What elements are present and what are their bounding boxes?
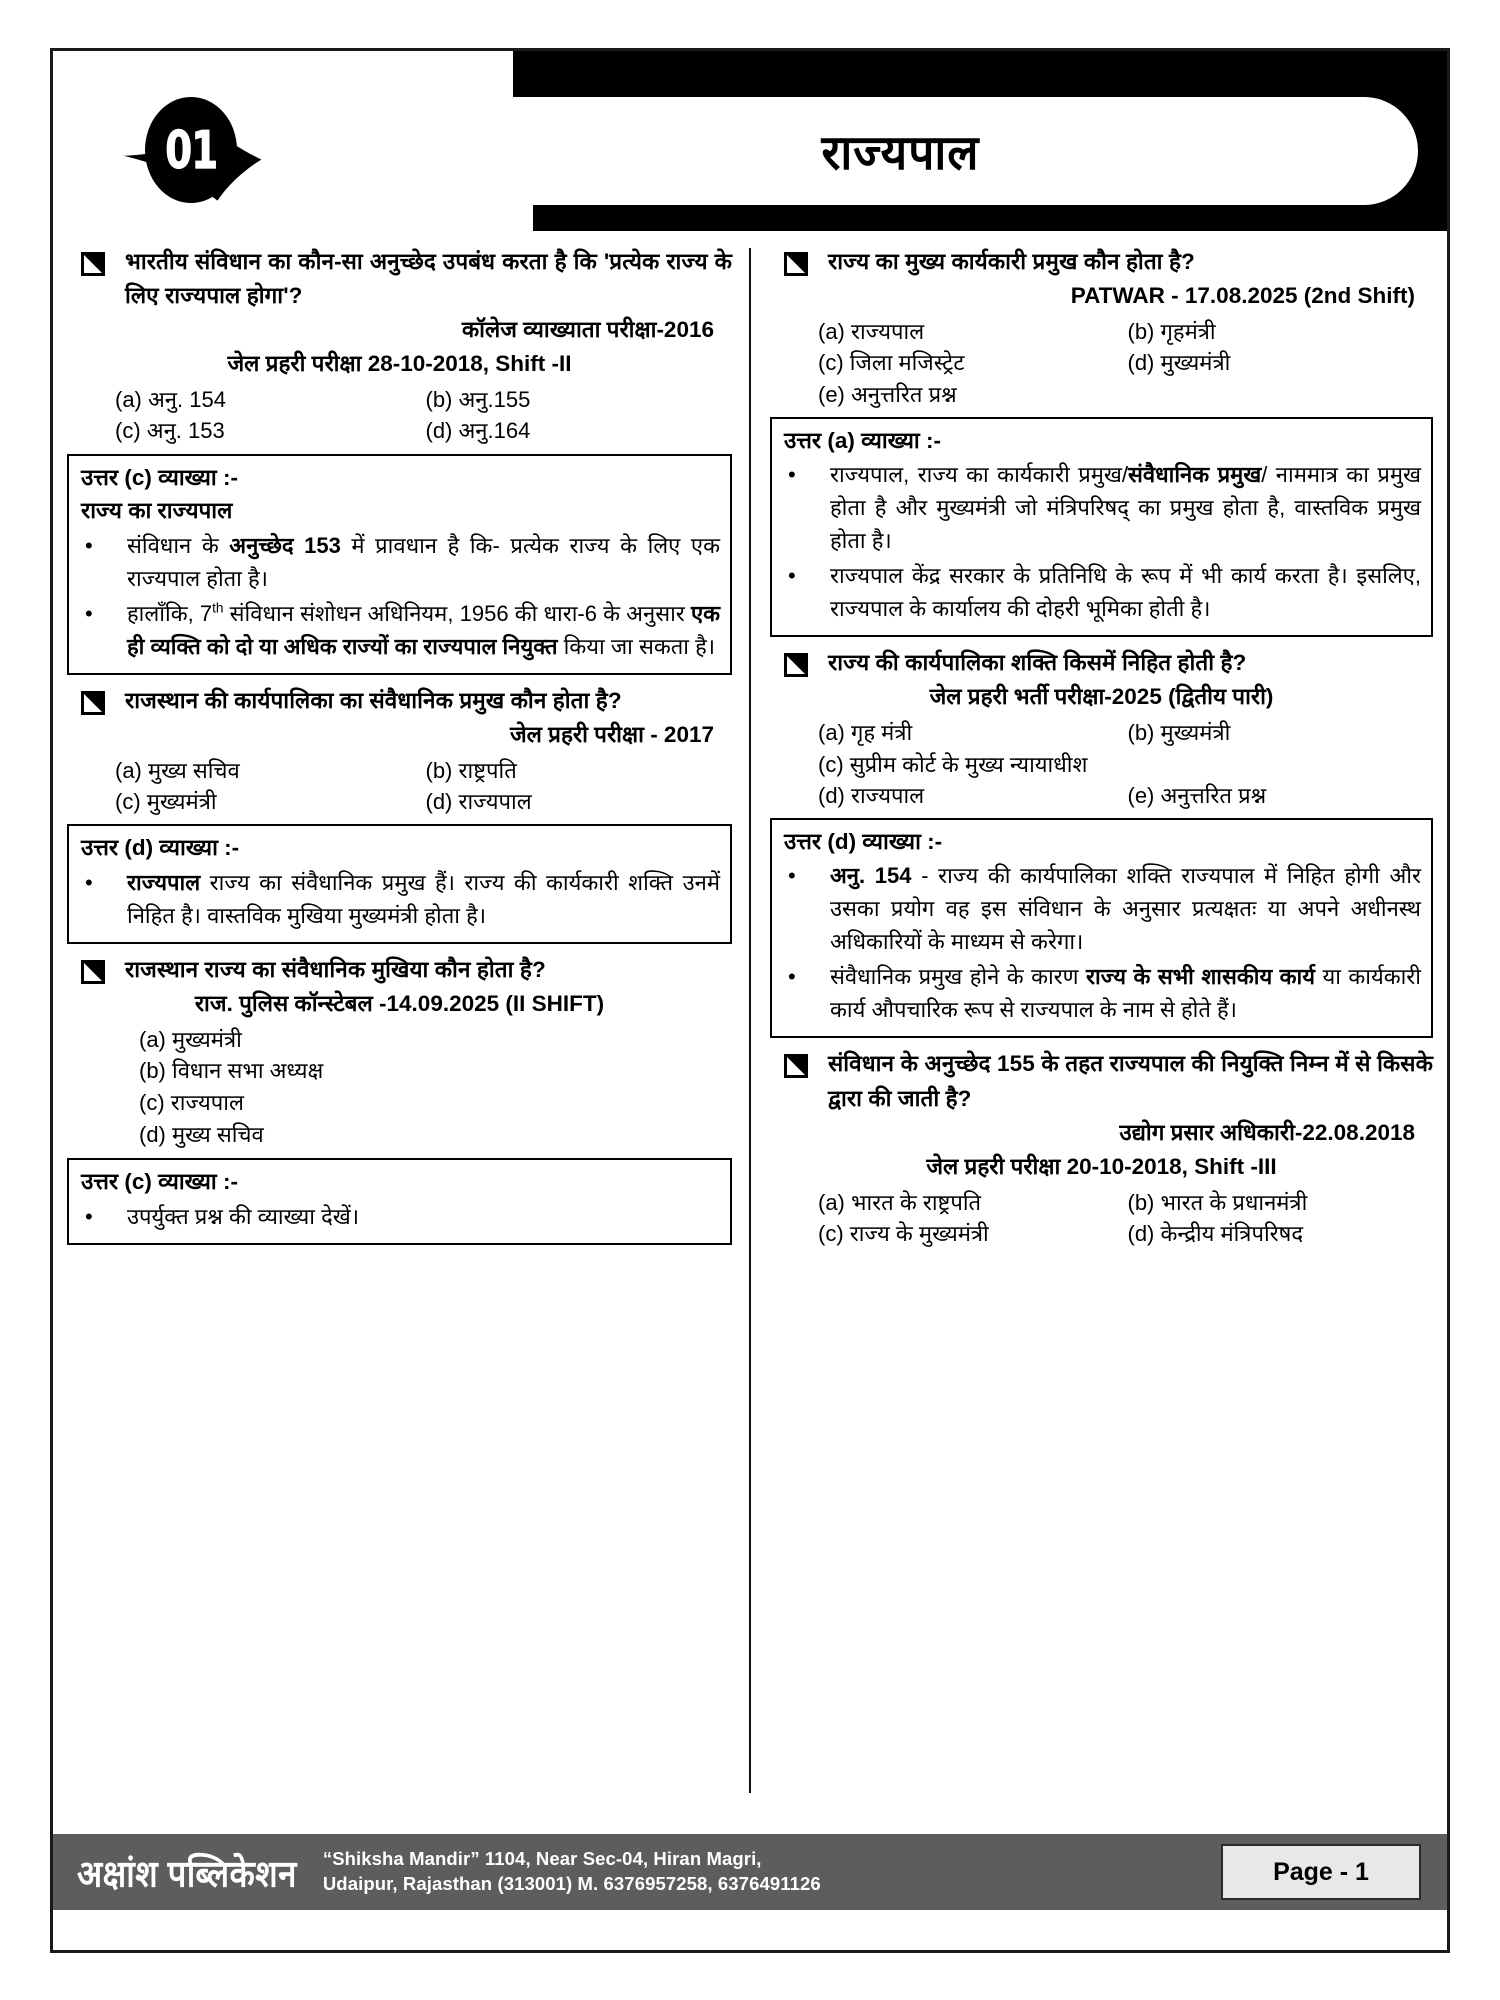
bullet-dot-icon: • (85, 532, 93, 558)
answer-heading: उत्तर (a) व्याख्या :- (784, 427, 941, 453)
bullet-dot-icon: • (788, 462, 796, 488)
question-marker-icon (67, 245, 125, 276)
option-item[interactable]: (d) मुख्य सचिव (139, 1122, 264, 1148)
exam-source-line: जेल प्रहरी भर्ती परीक्षा-2025 (द्वितीय पारी) (929, 684, 1274, 710)
options-list (770, 316, 1433, 410)
question-marker-icon (770, 1047, 828, 1078)
question-text: संविधान के अनुच्छेद 155 के तहत राज्यपाल की नियुक्ति निम्न में से किसके द्वारा की जाती है? (828, 1051, 1433, 1111)
content-columns (53, 235, 1447, 1810)
option-item[interactable]: (b) अनु.155 (425, 387, 531, 413)
publisher-name: अक्षांश पब्लिकेशन (77, 1852, 297, 1894)
bullet-dot-icon: • (788, 863, 796, 889)
answer-explanation-box (67, 824, 732, 944)
option-item[interactable]: (c) मुख्यमंत्री (115, 788, 217, 814)
question-row (67, 684, 732, 718)
chapter-number-text: 01 (165, 120, 217, 180)
bullet-text: संवैधानिक प्रमुख होने के कारण राज्य के सभी शासकीय कार्य या कार्यकारी कार्य औपचारिक रूप से राज्यपाल के नाम से होते हैं। (830, 964, 1421, 1023)
page-number-box (1221, 1844, 1421, 1900)
option-item[interactable]: (d) राज्यपाल (425, 788, 532, 814)
page-title: राज्यपाल (821, 124, 980, 180)
exam-source-line: उद्योग प्रसार अधिकारी-22.08.2018 (1119, 1119, 1415, 1145)
right-column (750, 235, 1447, 1810)
question-text: राज्य का मुख्य कार्यकारी प्रमुख कौन होता है? (828, 249, 1195, 274)
bullet-dot-icon: • (788, 563, 796, 589)
bullet-text: हालाँकि, 7th संविधान संशोधन अधिनियम, 1956 की धारा-6 के अनुसार एक ही व्यक्ति को दो या अधिक राज्यों का राज्यपाल नियुक्त किया जा सकता है। (127, 600, 720, 659)
chapter-header-banner (53, 51, 1447, 231)
option-item[interactable]: (a) मुख्यमंत्री (139, 1026, 242, 1052)
question-block (67, 245, 732, 675)
exam-source-line: कॉलेज व्याख्याता परीक्षा-2016 (461, 317, 714, 343)
answer-explanation-box (770, 417, 1433, 638)
explanation-bullet (784, 458, 1421, 557)
answer-explanation-box (770, 818, 1433, 1039)
question-block (770, 1047, 1433, 1249)
explanation-bullet (784, 859, 1421, 958)
question-block (67, 684, 732, 944)
publisher-address (297, 1847, 1221, 1897)
answer-heading: उत्तर (c) व्याख्या :- (81, 464, 238, 490)
explanation-bullet (81, 866, 720, 932)
option-item[interactable]: (c) जिला मजिस्ट्रेट (818, 350, 965, 376)
question-text: राजस्थान की कार्यपालिका का संवैधानिक प्रमुख कौन होता है? (125, 687, 622, 713)
explanation-bullet (81, 597, 720, 663)
address-line-2: Udaipur, Rajasthan (313001) M. 6376957258, 6376491126 (322, 1873, 821, 1894)
answer-explanation-box (67, 1158, 732, 1245)
page-footer (53, 1834, 1447, 1910)
explanation-bullet (784, 960, 1421, 1026)
exam-source-line: राज. पुलिस कॉन्स्टेबल -14.09.2025 (II SHIFT) (194, 990, 605, 1016)
bullet-text: राज्यपाल राज्य का संवैधानिक प्रमुख हैं। राज्य की कार्यकारी शक्ति उनमें निहित है। वास्तविक मुखिया मुख्यमंत्री होता है। (127, 869, 720, 928)
bullet-text: राज्यपाल केंद्र सरकार के प्रतिनिधि के रूप में भी कार्य करता है। इसलिए, राज्यपाल के कार्यालय की दोहरी भूमिका होती है। (830, 563, 1421, 622)
question-block (770, 646, 1433, 1038)
option-item[interactable]: (d) मुख्यमंत्री (1127, 350, 1231, 376)
answer-subheading: राज्य का राज्यपाल (81, 498, 233, 524)
option-item[interactable]: (a) भारत के राष्ट्रपति (818, 1189, 982, 1215)
question-text: राज्य की कार्यपालिका शक्ति किसमें निहित होती है? (828, 650, 1247, 676)
option-item[interactable]: (c) सुप्रीम कोर्ट के मुख्य न्यायाधीश (818, 751, 1088, 777)
options-list (67, 755, 732, 817)
option-item[interactable]: (c) अनु. 153 (115, 418, 225, 444)
question-row (67, 245, 732, 313)
exam-source-line: जेल प्रहरी परीक्षा - 2017 (509, 721, 714, 747)
bullet-text: संविधान के अनुच्छेद 153 में प्रावधान है कि- प्रत्येक राज्य के लिए एक राज्यपाल होता है। (127, 532, 720, 591)
option-item[interactable]: (b) विधान सभा अध्यक्ष (139, 1058, 324, 1084)
exam-source-line: PATWAR - 17.08.2025 (2nd Shift) (1070, 283, 1415, 309)
option-item[interactable]: (a) अनु. 154 (115, 387, 226, 413)
bullet-dot-icon: • (85, 600, 93, 626)
question-text: राजस्थान राज्य का संवैधानिक मुखिया कौन होता है? (125, 956, 546, 982)
chapter-number-badge (145, 97, 237, 203)
option-item[interactable]: (b) राष्ट्रपति (425, 757, 517, 783)
question-marker-icon (770, 646, 828, 677)
left-column (53, 235, 750, 1810)
option-item[interactable]: (d) केन्द्रीय मंत्रिपरिषद (1127, 1220, 1304, 1246)
bullet-text: राज्यपाल, राज्य का कार्यकारी प्रमुख/संवैधानिक प्रमुख/ नाममात्र का प्रमुख होता है और मुख्यमंत्री जो मंत्रिपरिषद् का प्रमुख होता है, वास्तविक प्रमुख होता है। (830, 462, 1421, 554)
options-list (67, 1024, 732, 1152)
bullet-text: उपर्युक्त प्रश्न की व्याख्या देखें। (127, 1203, 360, 1229)
option-item[interactable]: (d) अनु.164 (425, 418, 531, 444)
option-item[interactable]: (b) भारत के प्रधानमंत्री (1127, 1189, 1308, 1215)
explanation-bullet (81, 1200, 720, 1233)
option-item[interactable]: (c) राज्य के मुख्यमंत्री (818, 1220, 989, 1246)
page-number-label: Page - 1 (1273, 1857, 1369, 1886)
option-item[interactable]: (b) मुख्यमंत्री (1127, 720, 1231, 746)
option-item[interactable]: (b) गृहमंत्री (1127, 319, 1216, 345)
question-marker-icon (67, 953, 125, 984)
question-block (67, 953, 732, 1245)
option-item[interactable]: (a) राज्यपाल (818, 319, 925, 345)
exam-source-line: जेल प्रहरी परीक्षा 28-10-2018, Shift -II (227, 351, 572, 377)
options-list (770, 1187, 1433, 1249)
question-marker-icon (770, 245, 828, 276)
bullet-dot-icon: • (85, 869, 93, 895)
question-marker-icon (67, 684, 125, 715)
exam-source-line: जेल प्रहरी परीक्षा 20-10-2018, Shift -III (926, 1153, 1277, 1179)
explanation-bullet (784, 559, 1421, 625)
answer-explanation-box (67, 454, 732, 675)
option-item[interactable]: (e) अनुत्तरित प्रश्न (1127, 782, 1267, 808)
bullet-text: अनु. 154 - राज्य की कार्यपालिका शक्ति राज्यपाल में निहित होगी और उसका प्रयोग वह इस संविधान के अनुसार प्रत्यक्षतः या अपने अधीनस्थ अधिकारियों के माध्यम से करेगा। (830, 863, 1422, 955)
options-list (770, 717, 1433, 811)
option-item[interactable]: (a) गृह मंत्री (818, 720, 913, 746)
options-list (67, 384, 732, 446)
option-item[interactable]: (a) मुख्य सचिव (115, 757, 240, 783)
question-row (67, 953, 732, 987)
question-row (770, 646, 1433, 680)
answer-heading: उत्तर (d) व्याख्या :- (784, 828, 943, 854)
option-item[interactable]: (e) अनुत्तरित प्रश्न (818, 381, 957, 407)
question-text: भारतीय संविधान का कौन-सा अनुच्छेद उपबंध करता है कि 'प्रत्येक राज्य के लिए राज्यपाल होगा'? (125, 249, 732, 309)
question-row (770, 1047, 1433, 1115)
question-row (770, 245, 1433, 279)
option-item[interactable]: (c) राज्यपाल (139, 1090, 244, 1116)
option-item[interactable]: (d) राज्यपाल (818, 782, 925, 808)
question-block (770, 245, 1433, 637)
answer-heading: उत्तर (d) व्याख्या :- (81, 835, 240, 861)
chapter-title-pill (383, 97, 1418, 205)
bullet-dot-icon: • (85, 1203, 93, 1229)
address-line-1: “Shiksha Mandir” 1104, Near Sec-04, Hiran Magri, (322, 1848, 762, 1870)
bullet-dot-icon: • (788, 964, 796, 990)
explanation-bullet (81, 529, 720, 595)
answer-heading: उत्तर (c) व्याख्या :- (81, 1169, 238, 1195)
